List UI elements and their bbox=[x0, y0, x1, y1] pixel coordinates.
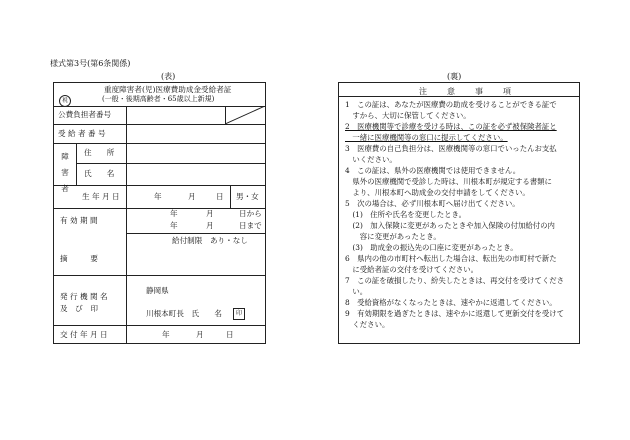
valid-from-year: 年 bbox=[170, 209, 178, 218]
note-line: に受給者証の交付を受けてください。 bbox=[345, 265, 479, 274]
benefit-limit-field: 給付制限 あり・なし bbox=[172, 236, 248, 245]
notes-title: 注 意 事 項 bbox=[419, 87, 517, 96]
issuer-label-line2: 及 び 印 bbox=[60, 304, 98, 313]
note-line: い。 bbox=[345, 287, 368, 296]
certificate-title: 重度障害者(児)医療費助成金受給者証 bbox=[104, 85, 232, 94]
note-line: 6 県内の他の市町村へ転出した場合は、転出先の市町村で新た bbox=[345, 254, 557, 263]
issuer-mayor-name: 川根本町長 氏 名 bbox=[146, 309, 222, 318]
note-line: 8 受給資格がなくなったときは、速やかに返還してください。 bbox=[345, 298, 557, 307]
dob-day-field: 日 bbox=[216, 192, 224, 201]
tax-stamp-icon: 税 bbox=[59, 95, 71, 107]
remarks-label: 摘 要 bbox=[60, 254, 98, 263]
note-line-emphasis: 一緒に医療機関等の窓口に提示してください。 bbox=[345, 133, 508, 142]
issue-date-year: 年 bbox=[162, 330, 170, 339]
valid-from-day: 日から bbox=[239, 209, 262, 218]
back-side-label: (裏) bbox=[447, 72, 462, 81]
recipient-number-label: 受 給 者 番 号 bbox=[58, 129, 106, 138]
dob-year-field: 年 bbox=[154, 192, 162, 201]
front-side-label: (表) bbox=[161, 72, 176, 81]
form-number-label: 様式第3号(第6条関係) bbox=[50, 59, 131, 68]
blank-diagonal-mark bbox=[225, 106, 265, 124]
note-line: (3) 助成金の振込先の口座に変更があったとき。 bbox=[345, 243, 518, 252]
issuer-prefecture: 静岡県 bbox=[146, 286, 169, 295]
note-line: 県外の医療機関で受診した時は、川根本町が規定する書類に bbox=[345, 177, 552, 186]
note-line: 1 この証は、あなたが医療費の助成を受けることができる証で bbox=[345, 100, 557, 109]
note-line: いください。 bbox=[345, 155, 397, 164]
public-number-label: 公費負担者番号 bbox=[58, 110, 112, 119]
issue-date-day: 日 bbox=[226, 330, 234, 339]
valid-to-day: 日まで bbox=[239, 221, 262, 230]
certificate-subtitle: (一般・後期高齢者・65歳以上新規) bbox=[102, 95, 215, 103]
valid-period-label: 有 効 期 間 bbox=[60, 216, 98, 225]
note-line: ください。 bbox=[345, 320, 390, 329]
disabled-person-label: 障 害 者 bbox=[61, 152, 69, 193]
note-line: 5 次の場合は、必ず川根本町へ届け出てください。 bbox=[345, 199, 520, 208]
note-line: 4 この証は、県外の医療機関では使用できません。 bbox=[345, 166, 521, 175]
note-line: (1) 住所や氏名を変更したとき。 bbox=[345, 210, 467, 219]
note-line: 容に変更があったとき。 bbox=[345, 232, 441, 241]
note-line-emphasis: 2 医療機関等で診療を受ける時は、この証を必ず被保険者証と bbox=[345, 122, 557, 131]
issuer-label-line1: 発 行 機 関 名 bbox=[60, 292, 108, 301]
seal-box: 印 bbox=[233, 308, 245, 320]
dob-label: 生 年 月 日 bbox=[82, 192, 120, 201]
dob-month-field: 月 bbox=[188, 192, 196, 201]
note-line: より、川根本町へ助成金の交付申請をしてください。 bbox=[345, 188, 530, 197]
certificate-front bbox=[53, 82, 266, 344]
issue-date-month: 月 bbox=[196, 330, 204, 339]
valid-from-month: 月 bbox=[206, 209, 214, 218]
note-line: 3 医療費の自己負担分は、医療機関等の窓口でいったんお支払 bbox=[345, 144, 557, 153]
name-label: 氏 名 bbox=[84, 169, 115, 178]
note-line: 7 この証を破損したり、紛失したときは、再交付を受けてくださ bbox=[345, 276, 565, 285]
issue-date-label: 交 付 年 月 日 bbox=[60, 330, 108, 339]
address-label: 住 所 bbox=[84, 148, 115, 157]
valid-to-month: 月 bbox=[206, 221, 214, 230]
certificate-back bbox=[338, 82, 580, 344]
note-line: すから、大切に保管してください。 bbox=[345, 111, 471, 120]
valid-to-year: 年 bbox=[170, 221, 178, 230]
note-line: (2) 加入保険に変更があったときや加入保険の付加給付の内 bbox=[345, 221, 555, 230]
gender-field: 男・女 bbox=[236, 192, 259, 201]
note-line: 9 有効期限を過ぎたときは、速やかに返還して更新交付を受けて bbox=[345, 309, 565, 318]
